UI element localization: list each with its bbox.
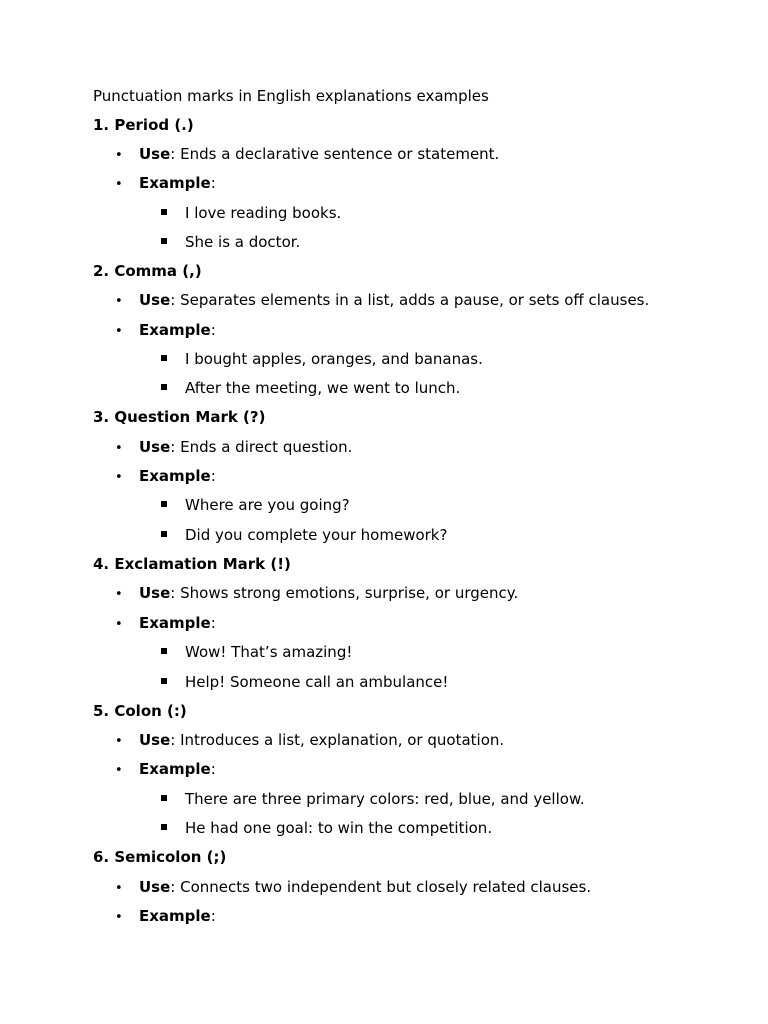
example-suffix: : [210,907,216,925]
example-sentence [161,378,460,398]
example-label: Example [139,907,211,925]
bullet-icon: • [115,734,123,749]
section-heading-exclamation-mark: 4. Exclamation Mark (!) [93,555,291,573]
square-bullet-icon [161,501,167,507]
example-sentence [161,789,585,809]
example-sentence [161,525,447,545]
example-label: Example [139,760,211,778]
example-item [115,173,216,195]
use-label: Use [139,878,171,896]
square-bullet-icon [161,678,167,684]
square-bullet-icon [161,795,167,801]
use-label: Use [139,291,171,309]
section-heading-question-mark: 3. Question Mark (?) [93,408,266,426]
document-title: Punctuation marks in English explanations examples [93,87,489,105]
section-heading-comma: 2. Comma (,) [93,262,202,280]
example-suffix: : [210,760,216,778]
example-item [115,320,216,342]
square-bullet-icon [161,355,167,361]
use-item [115,437,352,459]
example-text: After the meeting, we went to lunch. [185,379,461,397]
bullet-icon: • [115,324,123,339]
use-label: Use [139,438,171,456]
example-sentence [161,349,483,369]
use-item [115,583,518,605]
bullet-icon: • [115,881,123,896]
bullet-icon: • [115,910,123,925]
example-label: Example [139,321,211,339]
example-sentence [161,203,341,223]
bullet-icon: • [115,177,123,192]
example-suffix: : [210,467,216,485]
example-text: I bought apples, oranges, and bananas. [185,350,483,368]
use-item [115,730,504,752]
use-text: : Separates elements in a list, adds a pause, or sets off clauses. [170,291,650,309]
use-label: Use [139,145,171,163]
example-sentence [161,232,300,252]
square-bullet-icon [161,824,167,830]
example-suffix: : [210,614,216,632]
section-heading-period: 1. Period (.) [93,116,194,134]
example-suffix: : [210,321,216,339]
example-item [115,759,216,781]
example-text: He had one goal: to win the competition. [185,819,493,837]
square-bullet-icon [161,209,167,215]
bullet-icon: • [115,617,123,632]
bullet-icon: • [115,587,123,602]
example-item [115,906,216,928]
use-text: : Ends a declarative sentence or statement. [170,145,500,163]
example-sentence [161,672,448,692]
example-item [115,466,216,488]
example-text: There are three primary colors: red, blue, and yellow. [185,790,585,808]
use-item [115,144,499,166]
example-text: She is a doctor. [185,233,301,251]
bullet-icon: • [115,148,123,163]
bullet-icon: • [115,441,123,456]
square-bullet-icon [161,531,167,537]
example-text: Did you complete your homework? [185,526,448,544]
square-bullet-icon [161,384,167,390]
example-text: Help! Someone call an ambulance! [185,673,449,691]
use-text: : Introduces a list, explanation, or quotation. [170,731,505,749]
section-heading-semicolon: 6. Semicolon (;) [93,848,227,866]
example-label: Example [139,467,211,485]
example-sentence [161,642,352,662]
use-item [115,290,649,312]
example-sentence [161,818,492,838]
bullet-icon: • [115,470,123,485]
example-suffix: : [210,174,216,192]
example-text: I love reading books. [185,204,342,222]
bullet-icon: • [115,294,123,309]
use-text: : Shows strong emotions, surprise, or urgency. [170,584,519,602]
example-sentence [161,495,350,515]
use-label: Use [139,584,171,602]
use-text: : Ends a direct question. [170,438,353,456]
example-label: Example [139,614,211,632]
section-heading-colon: 5. Colon (:) [93,702,187,720]
use-item [115,877,591,899]
use-text: : Connects two independent but closely related clauses. [170,878,592,896]
square-bullet-icon [161,238,167,244]
example-text: Where are you going? [185,496,350,514]
example-item [115,613,216,635]
example-label: Example [139,174,211,192]
square-bullet-icon [161,648,167,654]
example-text: Wow! That’s amazing! [185,643,353,661]
use-label: Use [139,731,171,749]
bullet-icon: • [115,763,123,778]
